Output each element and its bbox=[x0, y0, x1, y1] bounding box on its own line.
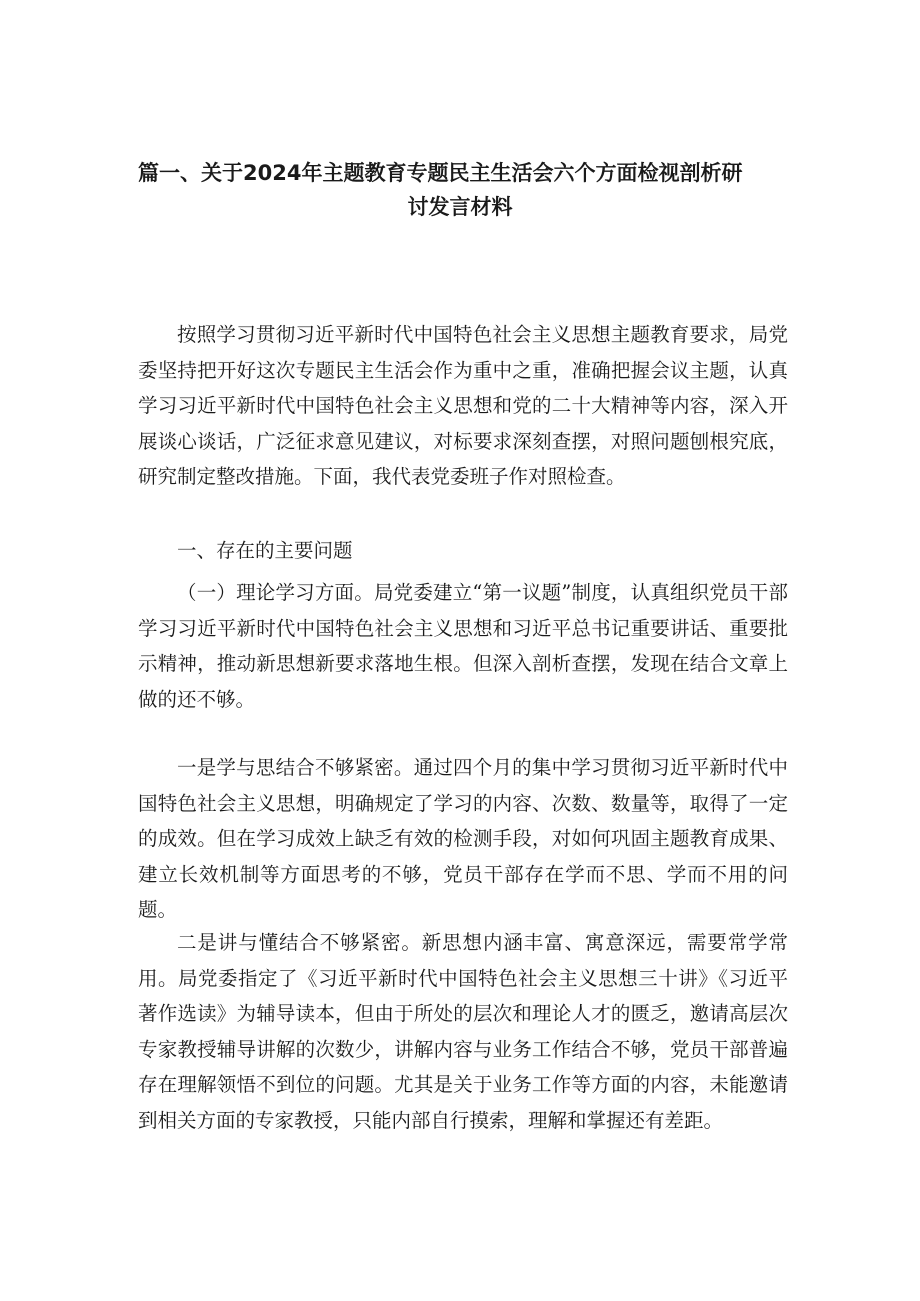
paragraph-point-one: 一是学与思结合不够紧密。通过四个月的集中学习贯彻习近平新时代中国特色社会主义思想，明确规定了学习的内容、次数、数量等，取得了一定的成效。但在学习成效上缺乏有效的检测手段，对如何巩固主题教育成果、建立长效机制等方面思考的不够，党员干部存在学而不思、学而不用的问题。 bbox=[138, 756, 788, 921]
paragraph-intro: 按照学习贯彻习近平新时代中国特色社会主义思想主题教育要求，局党委坚持把开好这次专题民主生活会作为重中之重，准确把握会议主题，认真学习习近平新时代中国特色社会主义思想和党的二十大精神等内容，深入开展谈心谈话，广泛征求意见建议，对标要求深刻查摆，对照问题刨根究底，研究制定整改措施。下面，我代表党委班子作对照检查。 bbox=[138, 323, 788, 488]
paragraph-theory-study: （一）理论学习方面。局党委建立“第一议题”制度，认真组织党员干部学习习近平新时代中国特色社会主义思想和习近平总书记重要讲话、重要批示精神，推动新思想新要求落地生根。但深入剖析查摆，发现在结合文章上做的还不够。 bbox=[138, 581, 788, 711]
section-heading-main-problems: 一、存在的主要问题 bbox=[177, 539, 353, 562]
document-title-line-1: 篇一、关于2024年主题教育专题民主生活会六个方面检视剖析研 bbox=[138, 161, 743, 185]
paragraph-point-two: 二是讲与懂结合不够紧密。新思想内涵丰富、寓意深远，需要常学常用。局党委指定了《习近平新时代中国特色社会主义思想三十讲》《习近平著作选读》为辅导读本，但由于所处的层次和理论人才的匮乏，邀请高层次专家教授辅导讲解的次数少，讲解内容与业务工作结合不够，党员干部普遍存在理解领悟不到位的问题。尤其是关于业务工作等方面的内容，未能邀请到相关方面的专家教授，只能内部自行摸索，理解和掌握还有差距。 bbox=[138, 931, 788, 1132]
document-title-line-2: 讨发言材料 bbox=[407, 195, 513, 219]
